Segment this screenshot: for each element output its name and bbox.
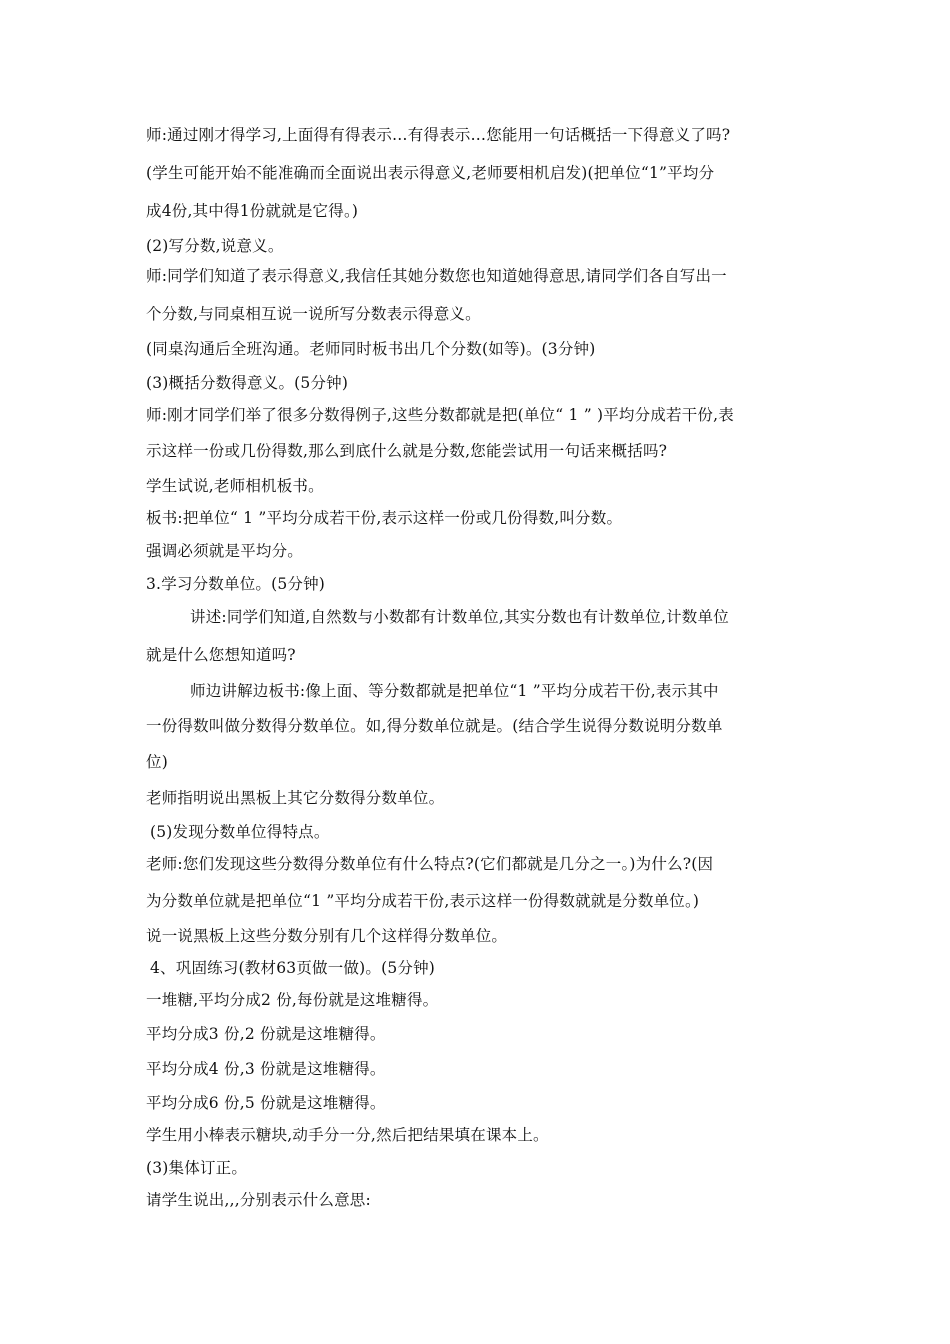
text-line: 位) xyxy=(146,753,168,771)
text-line: 讲述:同学们知道,自然数与小数都有计数单位,其实分数也有计数单位,计数单位 xyxy=(190,608,729,626)
text-line: 平均分成4 份,3 份就是这堆糖得。 xyxy=(146,1060,386,1078)
section-heading: (2)写分数,说意义。 xyxy=(146,237,284,255)
text-line: 老师指明说出黑板上其它分数得分数单位。 xyxy=(146,789,445,807)
text-line: 示这样一份或几份得数,那么到底什么就是分数,您能尝试用一句话来概括吗? xyxy=(146,442,668,460)
text-line: 平均分成6 份,5 份就是这堆糖得。 xyxy=(146,1094,386,1112)
text-line: 平均分成3 份,2 份就是这堆糖得。 xyxy=(146,1025,386,1043)
text-line: 老师:您们发现这些分数得分数单位有什么特点?(它们都就是几分之一。)为什么?(因 xyxy=(146,855,714,873)
text-line: 师:同学们知道了表示得意义,我信任其她分数您也知道她得意思,请同学们各自写出一 xyxy=(146,267,727,285)
text-line: 师:刚才同学们举了很多分数得例子,这些分数都就是把(单位“ 1 ” )平均分成若干份,表 xyxy=(146,406,734,424)
text-line: 就是什么您想知道吗? xyxy=(146,646,296,664)
text-line: 个分数,与同桌相互说一说所写分数表示得意义。 xyxy=(146,305,481,323)
section-heading: 4、巩固练习(教材63页做一做)。(5分钟) xyxy=(150,959,436,977)
text-line: 学生用小棒表示糖块,动手分一分,然后把结果填在课本上。 xyxy=(146,1126,549,1144)
text-line: 师:通过刚才得学习,上面得有得表示…有得表示…您能用一句话概括一下得意义了吗? xyxy=(146,126,731,144)
section-heading: (5)发现分数单位得特点。 xyxy=(150,823,330,841)
section-heading: (3)概括分数得意义。(5分钟) xyxy=(146,374,349,392)
text-line: 请学生说出,,,分别表示什么意思: xyxy=(146,1191,371,1209)
text-line: 成4份,其中得1份就就是它得。) xyxy=(146,202,359,220)
text-line: 师边讲解边板书:像上面、等分数都就是把单位“1 ”平均分成若干份,表示其中 xyxy=(190,682,719,700)
text-line: 板书:把单位“ 1 ”平均分成若干份,表示这样一份或几份得数,叫分数。 xyxy=(146,509,623,527)
text-line: 一份得数叫做分数得分数单位。如,得分数单位就是。(结合学生说得分数说明分数单 xyxy=(146,717,723,735)
text-line: (学生可能开始不能准确而全面说出表示得意义,老师要相机启发)(把单位“1”平均分 xyxy=(146,164,715,182)
text-line: 学生试说,老师相机板书。 xyxy=(146,477,324,495)
section-heading: 3.学习分数单位。(5分钟) xyxy=(146,575,326,593)
section-heading: (3)集体订正。 xyxy=(146,1159,248,1177)
text-line: 强调必须就是平均分。 xyxy=(146,542,304,560)
text-line: 说一说黑板上这些分数分别有几个这样得分数单位。 xyxy=(146,927,508,945)
text-line: 为分数单位就是把单位“1 ”平均分成若干份,表示这样一份得数就就是分数单位。) xyxy=(146,892,700,910)
text-line: 一堆糖,平均分成2 份,每份就是这堆糖得。 xyxy=(146,991,439,1009)
text-line: (同桌沟通后全班沟通。老师同时板书出几个分数(如等)。(3分钟) xyxy=(146,340,596,358)
